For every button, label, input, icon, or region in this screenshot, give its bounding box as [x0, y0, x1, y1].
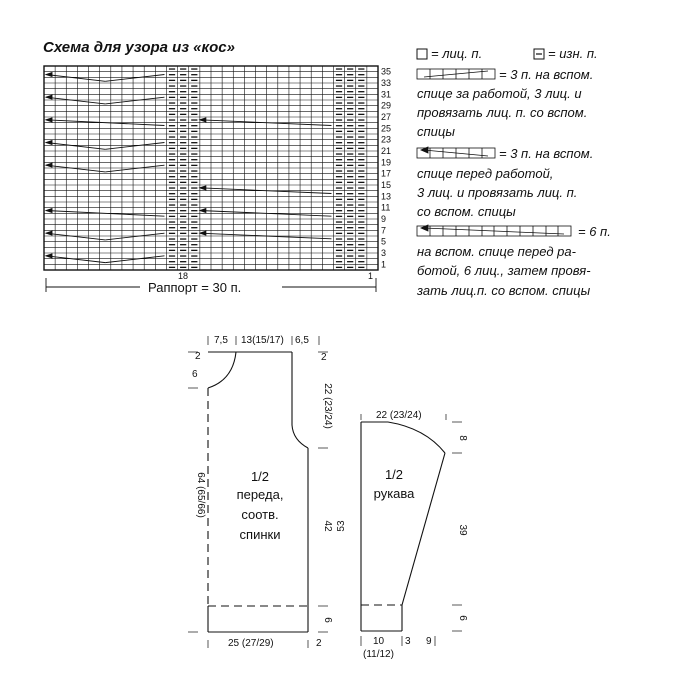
purl-stitch-mark	[336, 108, 342, 109]
purl-stitch-mark	[180, 238, 186, 239]
purl-stitch-mark	[336, 131, 342, 132]
purl-stitch-mark	[358, 199, 364, 200]
purl-stitch-mark	[191, 159, 197, 160]
purl-stitch-mark	[347, 131, 353, 132]
purl-stitch-mark	[336, 114, 342, 115]
purl-stitch-mark	[336, 182, 342, 183]
purl-stitch-mark	[347, 165, 353, 166]
purl-stitch-mark	[180, 216, 186, 217]
purl-stitch-mark	[347, 85, 353, 86]
purl-stitch-mark	[191, 233, 197, 234]
legend-purl: = изн. п.	[548, 46, 598, 61]
purl-stitch-mark	[358, 108, 364, 109]
purl-stitch-mark	[347, 102, 353, 103]
row-number: 35	[381, 66, 392, 77]
row-number: 9	[381, 214, 387, 224]
purl-stitch-mark	[336, 216, 342, 217]
purl-stitch-mark	[358, 267, 364, 268]
purl-stitch-mark	[347, 159, 353, 160]
front-top-left: 7,5	[214, 335, 228, 346]
purl-stitch-mark	[358, 165, 364, 166]
purl-stitch-mark	[358, 131, 364, 132]
purl-stitch-mark	[347, 91, 353, 92]
purl-stitch-mark	[180, 182, 186, 183]
purl-stitch-mark	[336, 238, 342, 239]
purl-stitch-mark	[358, 102, 364, 103]
purl-stitch-mark	[191, 142, 197, 143]
purl-stitch-mark	[191, 170, 197, 171]
purl-stitch-mark	[358, 221, 364, 222]
purl-stitch-mark	[169, 238, 175, 239]
front-rib-right: 6	[322, 617, 333, 623]
sleeve-top-width: 22 (23/24)	[376, 410, 422, 421]
cable-arrow-icon	[46, 118, 52, 122]
purl-stitch-mark	[191, 199, 197, 200]
purl-stitch-mark	[169, 204, 175, 205]
purl-stitch-mark	[191, 91, 197, 92]
row-numbers	[381, 67, 391, 270]
purl-stitch-mark	[191, 68, 197, 69]
purl-stitch-mark	[358, 216, 364, 217]
purl-stitch-mark	[358, 153, 364, 154]
purl-stitch-mark	[336, 267, 342, 268]
front-label-4: спинки	[239, 527, 281, 542]
legend-cable-front-4: со вспом. спицы	[417, 204, 516, 219]
row-number: 19	[381, 157, 392, 168]
purl-stitch-mark	[336, 204, 342, 205]
purl-stitch-mark	[358, 261, 364, 262]
purl-stitch-mark	[358, 227, 364, 228]
row-number: 15	[381, 180, 392, 190]
purl-stitch-mark	[191, 97, 197, 98]
purl-stitch-mark	[180, 148, 186, 149]
legend-cable-6-2: на вспом. спице перед ра-	[417, 244, 576, 259]
legend-cable-6-3: ботой, 6 лиц., затем провя-	[417, 263, 591, 278]
purl-stitch-mark	[336, 85, 342, 86]
purl-stitch-mark	[191, 74, 197, 75]
purl-stitch-mark	[336, 210, 342, 211]
purl-stitch-mark	[180, 102, 186, 103]
purl-stitch-mark	[191, 148, 197, 149]
purl-stitch-mark	[180, 97, 186, 98]
purl-stitch-mark	[347, 125, 353, 126]
purl-stitch-mark	[191, 131, 197, 132]
purl-stitch-mark	[180, 176, 186, 177]
purl-stitch-mark	[358, 187, 364, 188]
cable-arrow-icon	[46, 73, 52, 77]
stitch-grid	[44, 66, 378, 270]
legend-cable-back-4: спицы	[417, 124, 455, 139]
purl-stitch-mark	[169, 250, 175, 251]
purl-stitch-mark	[169, 182, 175, 183]
purl-stitch-mark	[358, 210, 364, 211]
sleeve-step: 9	[426, 636, 432, 647]
sleeve-cuff: 10	[373, 636, 385, 647]
purl-stitch-mark	[180, 250, 186, 251]
sleeve-rib: 6	[457, 615, 468, 621]
front-side: 42	[322, 520, 333, 532]
row-number: 21	[381, 146, 392, 156]
purl-stitch-mark	[191, 125, 197, 126]
purl-stitch-mark	[347, 176, 353, 177]
front-top-right: 6,5	[295, 335, 309, 346]
purl-stitch-mark	[180, 125, 186, 126]
purl-stitch-mark	[336, 199, 342, 200]
purl-stitch-mark	[191, 153, 197, 154]
purl-stitch-mark	[169, 91, 175, 92]
row-number: 1	[381, 259, 387, 270]
front-right-top: 2	[321, 352, 327, 363]
purl-stitch-mark	[347, 170, 353, 171]
purl-stitch-mark	[180, 233, 186, 234]
purl-stitch-mark	[180, 193, 186, 194]
purl-stitch-mark	[336, 255, 342, 256]
purl-stitch-mark	[169, 170, 175, 171]
purl-stitch-mark	[191, 261, 197, 262]
purl-stitch-mark	[180, 80, 186, 81]
sleeve-label-1: 1/2	[384, 467, 404, 482]
purl-stitch-mark	[169, 221, 175, 222]
purl-stitch-mark	[358, 85, 364, 86]
purl-stitch-mark	[336, 244, 342, 245]
purl-stitch-mark	[191, 193, 197, 194]
purl-stitch-mark	[191, 176, 197, 177]
purl-stitch-mark	[347, 210, 353, 211]
purl-stitch-mark	[336, 74, 342, 75]
row-number: 33	[381, 78, 392, 88]
sleeve-increase: 3	[405, 636, 411, 647]
purl-stitch-mark	[191, 165, 197, 166]
purl-stitch-mark	[191, 227, 197, 228]
purl-stitch-mark	[191, 216, 197, 217]
row-number: 5	[381, 236, 387, 247]
purl-stitch-mark	[336, 187, 342, 188]
purl-stitch-mark	[347, 267, 353, 268]
purl-stitch-mark	[347, 114, 353, 115]
purl-stitch-mark	[336, 91, 342, 92]
purl-stitch-mark	[169, 233, 175, 234]
purl-stitch-mark	[180, 153, 186, 154]
purl-stitch-mark	[169, 142, 175, 143]
purl-stitch-mark	[347, 119, 353, 120]
purl-stitch-mark	[358, 255, 364, 256]
purl-stitch-mark	[169, 261, 175, 262]
legend-cable-front-3: 3 лиц. и провязать лиц. п.	[417, 185, 578, 200]
purl-stitch-mark	[191, 221, 197, 222]
sleeve-pattern-piece	[361, 422, 445, 631]
purl-stitch-mark	[180, 119, 186, 120]
purl-stitch-mark	[336, 250, 342, 251]
row-number: 27	[381, 112, 392, 122]
front-neck-small: 2	[195, 351, 201, 362]
legend-cable-6-1: = 6 п.	[578, 224, 611, 239]
cable-arrow-icon	[46, 231, 52, 235]
purl-stitch-mark	[347, 199, 353, 200]
purl-stitch-mark	[180, 255, 186, 256]
purl-stitch-mark	[191, 238, 197, 239]
purl-stitch-mark	[347, 233, 353, 234]
purl-stitch-mark	[180, 187, 186, 188]
purl-stitch-mark	[336, 68, 342, 69]
purl-stitch-mark	[169, 68, 175, 69]
purl-stitch-mark	[180, 199, 186, 200]
purl-stitch-mark	[347, 204, 353, 205]
purl-stitch-mark	[169, 244, 175, 245]
purl-stitch-mark	[191, 255, 197, 256]
purl-stitch-mark	[169, 148, 175, 149]
purl-stitch-mark	[180, 165, 186, 166]
purl-stitch-mark	[336, 148, 342, 149]
purl-stitch-mark	[358, 148, 364, 149]
purl-stitch-mark	[191, 210, 197, 211]
purl-stitch-mark	[347, 193, 353, 194]
purl-stitch-mark	[347, 182, 353, 183]
legend-cable-back-2: спице за работой, 3 лиц. и	[417, 86, 582, 101]
cable-arrow-icon	[200, 118, 206, 122]
purl-stitch-mark	[169, 193, 175, 194]
purl-stitch-mark	[336, 125, 342, 126]
purl-stitch-mark	[358, 182, 364, 183]
purl-stitch-mark	[347, 187, 353, 188]
purl-stitch-mark	[347, 108, 353, 109]
purl-stitch-mark	[336, 97, 342, 98]
chart-title: Схема для узора из «кос»	[43, 39, 235, 56]
row-number: 13	[381, 191, 392, 202]
legend-cable-front-1: = 3 п. на вспом.	[499, 146, 594, 161]
legend-cable-back-3: провязать лиц. п. со вспом.	[417, 105, 588, 120]
purl-stitch-mark	[191, 114, 197, 115]
purl-stitch-mark	[180, 114, 186, 115]
purl-stitch-mark	[180, 261, 186, 262]
row-number: 11	[381, 202, 391, 213]
purl-stitch-mark	[169, 108, 175, 109]
purl-stitch-mark	[191, 182, 197, 183]
front-neck-depth: 6	[192, 369, 198, 380]
front-rib-small: 2	[316, 638, 322, 649]
cable-6-symbol-icon	[417, 225, 571, 236]
purl-stitch-mark	[336, 221, 342, 222]
rapport-label: Раппорт = 30 п.	[148, 280, 242, 295]
purl-stitch-mark	[358, 176, 364, 177]
purl-stitch-mark	[180, 142, 186, 143]
sleeve-height: 53	[336, 520, 347, 532]
purl-stitch-mark	[347, 255, 353, 256]
cable-front-symbol-icon	[417, 147, 495, 158]
sleeve-side: 39	[457, 524, 468, 536]
purl-stitch-mark	[191, 108, 197, 109]
purl-stitch-mark	[336, 170, 342, 171]
purl-stitch-mark	[358, 250, 364, 251]
cable-back-symbol-icon	[417, 69, 495, 79]
purl-stitch-mark	[169, 119, 175, 120]
purl-stitch-mark	[358, 204, 364, 205]
row-number: 31	[381, 89, 392, 100]
purl-stitch-mark	[191, 80, 197, 81]
purl-stitch-mark	[191, 250, 197, 251]
purl-stitch-mark	[358, 97, 364, 98]
purl-stitch-mark	[180, 244, 186, 245]
purl-stitch-mark	[180, 159, 186, 160]
purl-stitch-mark	[169, 176, 175, 177]
knit-symbol-icon	[417, 49, 427, 59]
purl-stitch-mark	[191, 244, 197, 245]
purl-stitch-mark	[358, 170, 364, 171]
legend-knit: = лиц. п.	[431, 46, 483, 61]
purl-stitch-mark	[169, 74, 175, 75]
purl-stitch-mark	[336, 176, 342, 177]
purl-stitch-mark	[336, 102, 342, 103]
row-number: 3	[381, 248, 387, 258]
cable-arrow-icon	[200, 209, 206, 213]
purl-stitch-mark	[169, 85, 175, 86]
purl-stitch-mark	[347, 244, 353, 245]
purl-stitch-mark	[347, 148, 353, 149]
purl-stitch-mark	[336, 233, 342, 234]
purl-stitch-mark	[358, 233, 364, 234]
purl-stitch-mark	[336, 119, 342, 120]
purl-stitch-mark	[336, 153, 342, 154]
purl-stitch-mark	[191, 204, 197, 205]
purl-stitch-mark	[191, 102, 197, 103]
purl-stitch-mark	[169, 97, 175, 98]
purl-stitch-mark	[347, 227, 353, 228]
purl-stitch-mark	[180, 74, 186, 75]
purl-stitch-mark	[336, 80, 342, 81]
purl-stitch-mark	[358, 142, 364, 143]
purl-stitch-mark	[180, 227, 186, 228]
sleeve-label-2: рукава	[373, 486, 415, 501]
purl-stitch-mark	[347, 250, 353, 251]
purl-stitch-mark	[347, 68, 353, 69]
purl-stitch-mark	[180, 131, 186, 132]
cable-arrow-icon	[200, 186, 206, 190]
legend	[416, 46, 611, 298]
legend-cable-6-4: зать лиц.п. со вспом. спицы	[417, 283, 591, 298]
front-top-mid: 13(15/17)	[241, 335, 284, 346]
cable-arrow-icon	[200, 231, 206, 235]
purl-stitch-mark	[180, 221, 186, 222]
legend-cable-back-1: = 3 п. на вспом.	[499, 67, 594, 82]
legend-cable-front-2: спице перед работой,	[417, 166, 554, 181]
purl-stitch-mark	[336, 159, 342, 160]
front-left-height: 64 (65/66)	[195, 472, 206, 518]
purl-stitch-mark	[169, 125, 175, 126]
purl-stitch-mark	[347, 74, 353, 75]
sleeve-cuff-alt: (11/12)	[363, 649, 394, 660]
purl-stitch-mark	[180, 91, 186, 92]
purl-stitch-mark	[358, 74, 364, 75]
purl-stitch-mark	[358, 119, 364, 120]
purl-stitch-mark	[358, 238, 364, 239]
purl-stitch-mark	[347, 97, 353, 98]
purl-stitch-mark	[347, 238, 353, 239]
row-number: 23	[381, 134, 392, 145]
front-bottom-width: 25 (27/29)	[228, 638, 274, 649]
purl-stitch-mark	[336, 227, 342, 228]
cable-arrow-icon	[46, 163, 52, 167]
sleeve-cap: 8	[457, 435, 468, 441]
purl-stitch-mark	[191, 119, 197, 120]
purl-stitch-mark	[169, 165, 175, 166]
front-label-3: соотв.	[241, 507, 279, 522]
purl-stitch-mark	[347, 261, 353, 262]
purl-stitch-mark	[169, 199, 175, 200]
purl-stitch-mark	[180, 210, 186, 211]
cable-arrow-icon	[46, 254, 52, 258]
purl-stitch-mark	[358, 244, 364, 245]
purl-stitch-mark	[347, 136, 353, 137]
purl-stitch-mark	[169, 131, 175, 132]
purl-stitch-mark	[191, 267, 197, 268]
purl-stitch-mark	[347, 221, 353, 222]
purl-stitch-mark	[347, 153, 353, 154]
purl-stitch-mark	[169, 255, 175, 256]
purl-stitch-mark	[169, 210, 175, 211]
row-number: 25	[381, 123, 392, 134]
purl-stitch-mark	[169, 267, 175, 268]
purl-stitch-mark	[169, 187, 175, 188]
purl-stitch-mark	[169, 159, 175, 160]
purl-stitch-mark	[180, 85, 186, 86]
purl-stitch-mark	[347, 216, 353, 217]
front-label-1: 1/2	[250, 469, 270, 484]
row-number: 17	[381, 168, 392, 179]
front-armhole: 22 (23/24)	[322, 383, 333, 429]
column-label-1: 1	[368, 271, 374, 281]
purl-stitch-mark	[169, 80, 175, 81]
purl-stitch-mark	[336, 261, 342, 262]
row-number: 7	[381, 225, 387, 236]
purl-stitch-mark	[358, 193, 364, 194]
purl-stitch-mark	[358, 91, 364, 92]
cable-arrow-icon	[46, 141, 52, 145]
purl-stitch-mark	[358, 159, 364, 160]
purl-stitch-mark	[358, 136, 364, 137]
purl-stitch-mark	[336, 142, 342, 143]
purl-stitch-mark	[191, 85, 197, 86]
purl-stitch-mark	[169, 153, 175, 154]
purl-stitch-mark	[336, 193, 342, 194]
purl-stitch-mark	[180, 170, 186, 171]
cable-arrow-icon	[46, 95, 52, 99]
purl-stitch-mark	[169, 102, 175, 103]
purl-stitch-mark	[358, 80, 364, 81]
cable-arrow-icon	[46, 209, 52, 213]
purl-stitch-mark	[169, 114, 175, 115]
purl-stitch-mark	[180, 68, 186, 69]
purl-stitch-mark	[358, 114, 364, 115]
purl-stitch-mark	[336, 165, 342, 166]
purl-stitch-mark	[169, 227, 175, 228]
purl-stitch-mark	[169, 136, 175, 137]
purl-stitch-mark	[347, 80, 353, 81]
purl-stitch-mark	[358, 125, 364, 126]
purl-stitch-mark	[336, 136, 342, 137]
purl-stitch-mark	[191, 136, 197, 137]
row-number: 29	[381, 100, 392, 111]
column-label-18: 18	[178, 271, 189, 281]
purl-stitch-mark	[180, 267, 186, 268]
purl-stitch-mark	[358, 68, 364, 69]
purl-stitch-mark	[169, 216, 175, 217]
purl-stitch-mark	[180, 204, 186, 205]
purl-stitch-mark	[180, 136, 186, 137]
front-label-2: переда,	[236, 487, 284, 502]
purl-stitch-mark	[347, 142, 353, 143]
purl-stitch-mark	[191, 187, 197, 188]
purl-stitch-mark	[180, 108, 186, 109]
